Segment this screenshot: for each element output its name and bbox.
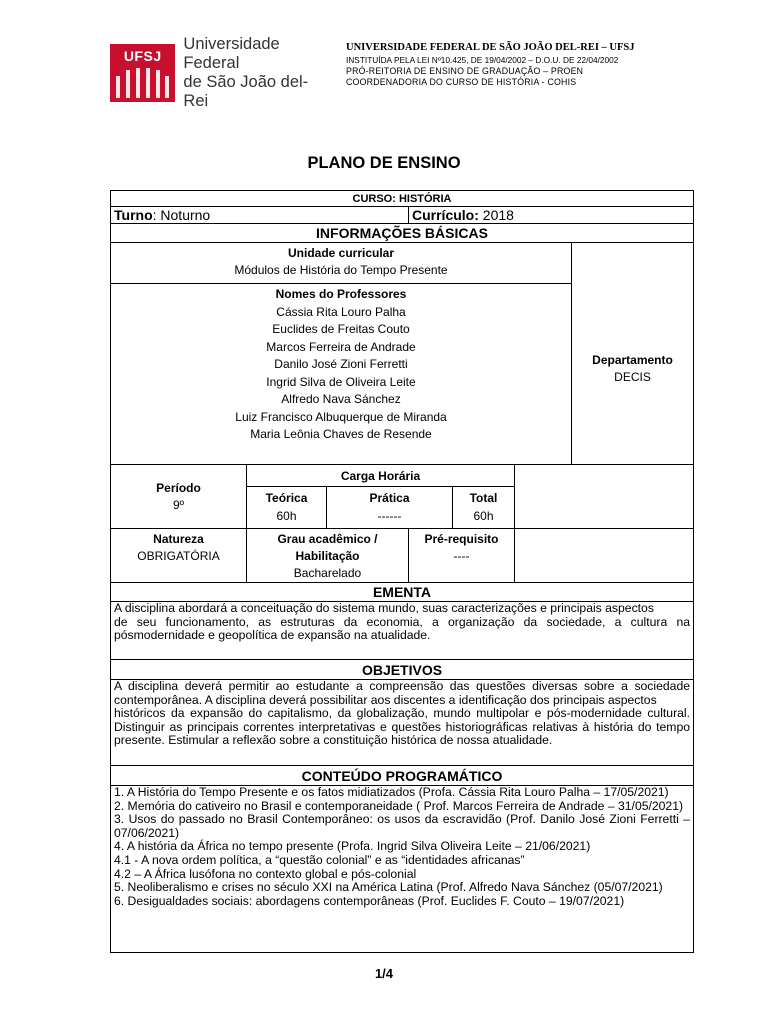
total-cell xyxy=(453,487,515,529)
course-label: CURSO: HISTÓRIA xyxy=(111,191,694,207)
conteudo-item: 4.1 - A nova ordem política, a “questão colonial” e as “identidades africanas” xyxy=(114,852,525,867)
prereq-label: Pré-requisito xyxy=(424,532,499,546)
empty-cell xyxy=(515,465,694,529)
periodo-label: Período xyxy=(156,480,201,495)
unidade-value: Módulos de História do Tempo Presente xyxy=(234,263,448,277)
professor-name: Maria Leônia Chaves de Resende xyxy=(250,427,432,441)
curriculo-value: 2018 xyxy=(478,207,514,223)
pratica-value: ------ xyxy=(377,509,402,523)
conteudo-item: 4. A história da África no tempo presente (Profa. Ingrid Silva Oliveira Leite – 21/06/2021) xyxy=(114,839,591,854)
ufsj-logo xyxy=(110,35,330,110)
conteudo-item: 4.2 – A África lusófona no contexto global e pós-colonial xyxy=(114,866,417,881)
objetivos-body-row xyxy=(111,680,694,766)
logo-text-line1: Universidade Federal xyxy=(183,35,280,72)
course-row xyxy=(111,191,694,207)
natureza-row xyxy=(111,529,694,583)
departamento-cell xyxy=(572,243,694,465)
pratica-label: Prática xyxy=(369,491,410,505)
curriculo-cell xyxy=(409,207,694,224)
grau-value: Bacharelado xyxy=(293,566,362,580)
carga-heading-row xyxy=(111,465,694,487)
turno-row xyxy=(111,207,694,224)
prereq-value: ---- xyxy=(453,549,470,563)
professor-name: Marcos Ferreira de Andrade xyxy=(266,339,416,354)
teorica-value: 60h xyxy=(276,509,297,523)
pratica-cell xyxy=(327,487,453,529)
logo-columns-icon xyxy=(116,68,169,98)
periodo-value: 9º xyxy=(172,497,185,512)
natureza-label: Natureza xyxy=(153,532,204,546)
logo-text-line2: de São João del-Rei xyxy=(183,73,309,110)
page-number: 1/4 xyxy=(374,966,394,981)
ementa-body-row xyxy=(111,602,694,660)
periodo-cell xyxy=(111,465,247,529)
conteudo-item: 1. A História do Tempo Presente e os fatos midiatizados (Profa. Cássia Rita Louro Palha – 17/05/2021) xyxy=(114,785,669,799)
teaching-plan-table xyxy=(110,190,694,953)
empty-cell xyxy=(515,529,694,583)
professor-name: Luiz Francisco Albuquerque de Miranda xyxy=(235,409,447,424)
turno-label: Turno xyxy=(114,207,153,223)
ufsj-logo-mark xyxy=(110,44,175,102)
objetivos-paragraph: A disciplina deverá permitir ao estudante a compreensão das questões diversas sobre a sociedade contemporânea. A disciplina deverá possibilitar aos discentes a identificação dos principais aspectos xyxy=(114,679,691,707)
natureza-value: OBRIGATÓRIA xyxy=(137,549,220,563)
professores-label: Nomes do Professores xyxy=(275,287,407,301)
conteudo-heading-row xyxy=(111,766,694,786)
document-title: PLANO DE ENSINO xyxy=(307,154,461,172)
grau-cell xyxy=(247,529,409,583)
departamento-label: Departamento xyxy=(592,352,673,367)
turno-cell xyxy=(111,207,409,224)
total-value: 60h xyxy=(473,509,494,523)
conteudo-body xyxy=(111,786,694,953)
institution-header xyxy=(346,42,658,88)
professor-name: Euclides de Freitas Couto xyxy=(272,322,410,336)
teorica-label: Teórica xyxy=(265,491,308,505)
professor-name: Danilo José Zioni Ferretti xyxy=(274,357,408,371)
conteudo-body-row xyxy=(111,786,694,953)
conteudo-item: 5. Neoliberalismo e crises no século XXI na América Latina (Prof. Alfredo Nava Sánchez (05/07/2021) xyxy=(114,880,663,895)
total-label: Total xyxy=(469,491,498,505)
ementa-body xyxy=(111,602,694,660)
ementa-paragraph: A disciplina abordará a conceituação do sistema mundo, suas caracterizações e principais aspectos xyxy=(114,601,654,615)
professores-cell xyxy=(111,284,572,465)
natureza-cell xyxy=(111,529,247,583)
objetivos-body xyxy=(111,680,694,766)
grau-label: Grau acadêmico / Habilitação xyxy=(277,532,378,563)
professor-name: Ingrid Silva de Oliveira Leite xyxy=(266,374,416,389)
conteudo-heading: CONTEÚDO PROGRAMÁTICO xyxy=(111,766,694,786)
ementa-heading: EMENTA xyxy=(111,583,694,602)
teorica-cell xyxy=(247,487,327,529)
turno-value: : Noturno xyxy=(152,207,211,223)
objetivos-paragraph: históricos da expansão do capitalismo, da globalização, mundo multipolar e pós-modernidade cultural. Distinguir as principais correntes interpretativas e questões historiográficas relativas à história do tempo presente. Estimular a reflexão sobre a constituição histórica de nossa atualidade. xyxy=(114,706,691,748)
basic-info-heading: INFORMAÇÕES BÁSICAS xyxy=(111,224,694,243)
objetivos-heading-row xyxy=(111,660,694,680)
unidade-label: Unidade curricular xyxy=(287,246,395,260)
basic-info-heading-row xyxy=(111,224,694,243)
coordination: COORDENADORIA DO CURSO DE HISTÓRIA - COHIS xyxy=(346,77,577,87)
prereq-cell xyxy=(409,529,515,583)
professor-name: Alfredo Nava Sánchez xyxy=(281,392,401,406)
logo-mark-text: UFSJ xyxy=(123,48,162,64)
unidade-row xyxy=(111,243,694,284)
conteudo-item: 6. Desigualdades sociais: abordagens contemporâneas (Prof. Euclides F. Couto – 19/07/2021) xyxy=(114,893,625,908)
unidade-cell xyxy=(111,243,572,284)
objetivos-heading: OBJETIVOS xyxy=(111,660,694,680)
conteudo-item: 2. Memória do cativeiro no Brasil e contemporaneidade ( Prof. Marcos Ferreira de Andrade – 31/05/2021) xyxy=(114,798,684,813)
carga-label: Carga Horária xyxy=(247,465,515,487)
institution-law: INSTITUÍDA PELA LEI Nº10.425, DE 19/04/2002 – D.O.U. DE 22/04/2002 xyxy=(346,55,619,65)
logo-text xyxy=(183,35,330,111)
conteudo-item: 3. Usos do passado no Brasil Contemporâneo: os usos da escravidão (Prof. Danilo José Zioni Ferretti – 07/06/2021) xyxy=(114,812,691,840)
curriculo-label: Currículo: xyxy=(412,207,479,223)
departamento-value: DECIS xyxy=(614,369,651,384)
institution-name: UNIVERSIDADE FEDERAL DE SÃO JOÃO DEL-REI – UFSJ xyxy=(346,42,635,53)
professor-name: Cássia Rita Louro Palha xyxy=(276,304,406,319)
ementa-paragraph: de seu funcionamento, as estruturas da economia, a organização da sociedade, a cultura na pósmodernidade e geopolítica de expansão na atualidade. xyxy=(114,614,691,643)
ementa-heading-row xyxy=(111,583,694,602)
pro-rectory: PRÓ-REITORIA DE ENSINO DE GRADUAÇÃO – PROEN xyxy=(346,66,584,76)
